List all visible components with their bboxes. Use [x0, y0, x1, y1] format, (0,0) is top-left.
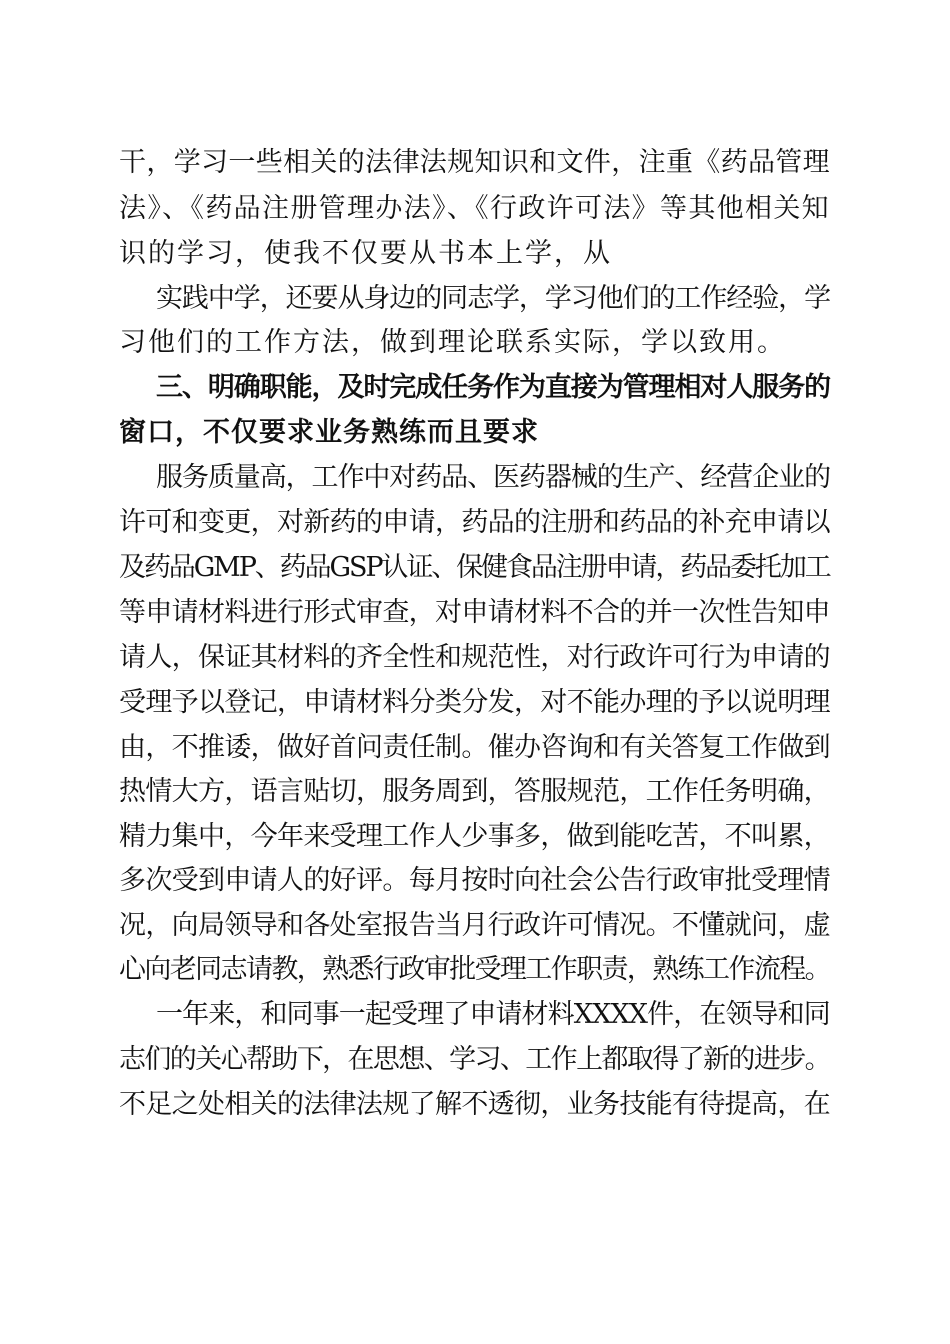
text-line: 由，不推诿，做好首问责任制。催办咨询和有关答复工作做到 — [119, 732, 830, 763]
text-line: 许可和变更，对新药的申请，药品的注册和药品的补充申请以 — [119, 507, 830, 538]
text-line: 心向老同志请教，熟悉行政审批受理工作职责，熟练工作流程。 — [119, 954, 830, 985]
text-line: 精力集中，今年来受理工作人少事多，做到能吃苦，不叫累， — [119, 821, 830, 852]
text-line: 志们的关心帮助下，在思想、学习、工作上都取得了新的进步。 — [119, 1044, 830, 1075]
text-line: 干，学习一些相关的法律法规知识和文件，注重《药品管理 — [119, 147, 830, 178]
text-line: 实践中学，还要从身边的同志学，学习他们的工作经验，学 — [156, 283, 830, 314]
text-line: 热情大方，语言贴切，服务周到，答服规范，工作任务明确， — [119, 776, 830, 807]
text-line: 受理予以登记，申请材料分类分发，对不能办理的予以说明理 — [119, 687, 830, 718]
text-line: 服务质量高，工作中对药品、医药器械的生产、经营企业的 — [156, 462, 830, 493]
text-line: 一年来，和同事一起受理了申请材料XXXX件，在领导和同 — [156, 999, 830, 1030]
section-heading-line: 三、明确职能，及时完成任务作为直接为管理相对人服务的 — [156, 372, 830, 403]
text-line: 况，向局领导和各处室报告当月行政许可情况。不懂就问，虚 — [119, 910, 830, 941]
text-line: 请人，保证其材料的齐全性和规范性，对行政许可行为申请的 — [119, 642, 830, 673]
text-line: 及药品GMP、药品GSP认证、保健食品注册申请，药品委托加工 — [119, 552, 830, 583]
text-line: 习他们的工作方法，做到理论联系实际，学以致用。 — [119, 327, 786, 358]
text-line: 等申请材料进行形式审查，对申请材料不合的并一次性告知申 — [119, 597, 830, 628]
text-line: 多次受到申请人的好评。每月按时向社会公告行政审批受理情 — [119, 865, 830, 896]
section-heading-line: 窗口，不仅要求业务熟练而且要求 — [119, 417, 539, 448]
text-line: 法》、《药品注册管理办法》、《行政许可法》等其他相关知 — [119, 193, 830, 224]
text-line: 不足之处相关的法律法规了解不透彻，业务技能有待提高，在 — [119, 1089, 830, 1120]
text-line: 识的学习，使我不仅要从书本上学，从 — [119, 238, 612, 269]
